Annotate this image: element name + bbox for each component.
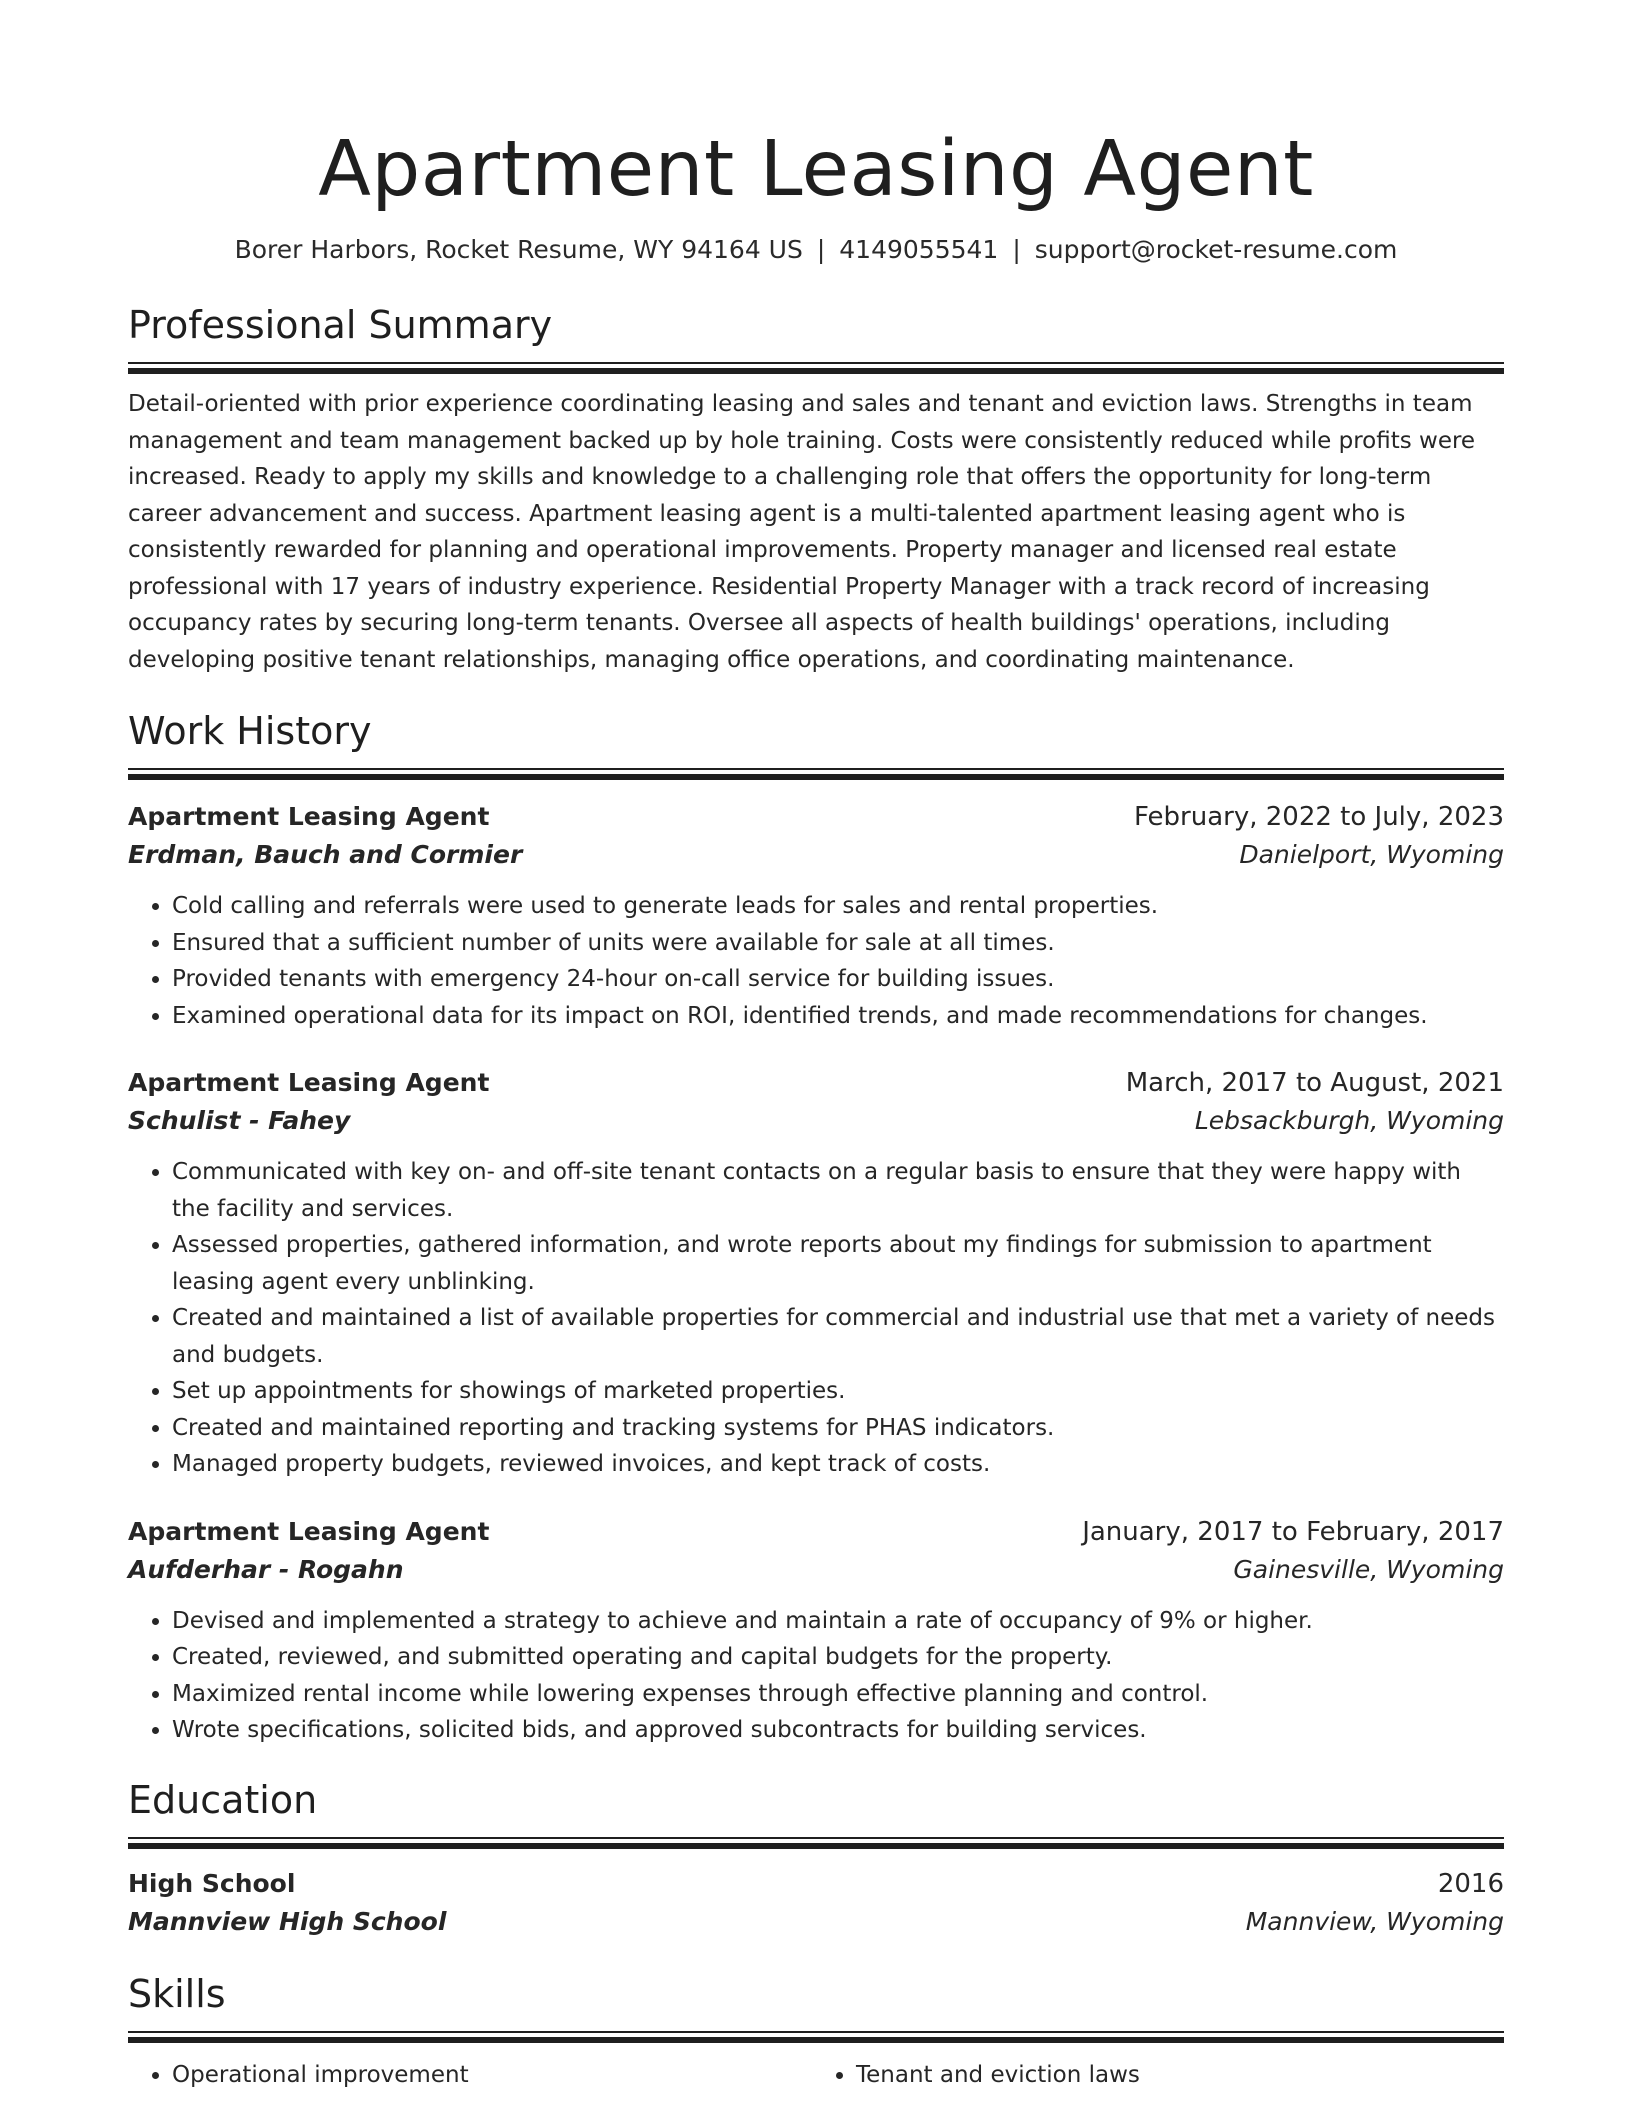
contact-phone: 4149055541 xyxy=(839,235,999,264)
list-item: • Ensured that a sufficient number of units were available for sale at all times. xyxy=(172,925,1504,962)
skills-section xyxy=(128,1969,1504,2093)
list-item: • Set up appointments for showings of marketed properties. xyxy=(172,1373,1504,1410)
contact-line xyxy=(128,232,1504,268)
job-company: Erdman, Bauch and Cormier xyxy=(128,840,523,869)
list-item: • Communicated with key on- and off-site tenant contacts on a regular basis to ensure that they were happy with the facility and services. xyxy=(172,1154,1504,1227)
job-entry xyxy=(128,1064,1504,1483)
job-dates: March, 2017 to August, 2021 xyxy=(1125,1068,1504,1098)
education-section xyxy=(128,1775,1504,1941)
resume-page xyxy=(128,0,1504,2093)
education-entry xyxy=(128,1865,1504,1941)
education-heading: Education xyxy=(128,1777,318,1822)
education-location: Mannview, Wyoming xyxy=(1245,1906,1504,1936)
job-title: Apartment Leasing Agent xyxy=(128,1516,490,1546)
contact-email: support@rocket-resume.com xyxy=(1034,235,1398,264)
education-school: Mannview High School xyxy=(128,1906,447,1936)
job-bullets xyxy=(128,888,1504,1034)
section-divider xyxy=(128,768,1504,780)
job-bullets xyxy=(128,1603,1504,1749)
list-item: • Devised and implemented a strategy to achieve and maintain a rate of occupancy of 9% or higher. xyxy=(172,1603,1504,1640)
contact-address: Borer Harbors, Rocket Resume, WY 94164 US xyxy=(234,235,803,264)
job-entry xyxy=(128,798,1504,1034)
skills-right-column xyxy=(812,2057,1496,2093)
job-location: Gainesville, Wyoming xyxy=(1233,1554,1504,1584)
skills-columns xyxy=(128,2057,1504,2093)
list-item: • Wrote specifications, solicited bids, and approved subcontracts for building services. xyxy=(172,1712,1504,1749)
list-item: • Created and maintained a list of available properties for commercial and industrial use that met a variety of needs and budgets. xyxy=(172,1300,1504,1373)
skills-heading: Skills xyxy=(128,1971,226,2016)
section-divider xyxy=(128,362,1504,374)
list-item: • Managed property budgets, reviewed invoices, and kept track of costs. xyxy=(172,1446,1504,1483)
job-location: Danielport, Wyoming xyxy=(1239,840,1504,869)
work-history-heading: Work History xyxy=(128,709,372,753)
job-title: Apartment Leasing Agent xyxy=(128,1068,490,1097)
work-history-section xyxy=(128,706,1504,1749)
section-divider xyxy=(128,1837,1504,1849)
education-degree: High School xyxy=(128,1868,296,1898)
job-dates: February, 2022 to July, 2023 xyxy=(1134,802,1504,832)
section-divider xyxy=(128,2031,1504,2043)
list-item: • Tenant and eviction laws xyxy=(856,2057,1496,2093)
contact-separator: | xyxy=(816,235,826,264)
list-item: • Maximized rental income while lowering expenses through effective planning and control. xyxy=(172,1676,1504,1713)
list-item: • Assessed properties, gathered information, and wrote reports about my findings for submission to apartment leasing agent every unblinking. xyxy=(172,1227,1504,1300)
job-location: Lebsackburgh, Wyoming xyxy=(1194,1106,1504,1135)
contact-separator: | xyxy=(1012,235,1021,264)
job-company: Aufderhar - Rogahn xyxy=(128,1554,404,1584)
list-item: • Cold calling and referrals were used to generate leads for sales and rental properties. xyxy=(172,888,1504,925)
skills-left-column xyxy=(128,2057,812,2093)
list-item: • Provided tenants with emergency 24-hour on-call service for building issues. xyxy=(172,961,1504,998)
list-item: • Operational improvement xyxy=(172,2057,812,2093)
job-title: Apartment Leasing Agent xyxy=(128,802,490,831)
education-year: 2016 xyxy=(1437,1868,1504,1899)
list-item: • Examined operational data for its impact on ROI, identified trends, and made recommendations for changes. xyxy=(172,998,1504,1035)
resume-name: Apartment Leasing Agent xyxy=(318,125,1314,214)
list-item: • Created, reviewed, and submitted operating and capital budgets for the property. xyxy=(172,1639,1504,1676)
list-item: • Created and maintained reporting and tracking systems for PHAS indicators. xyxy=(172,1410,1504,1447)
job-bullets xyxy=(128,1154,1504,1483)
summary-text: Detail-oriented with prior experience coordinating leasing and sales and tenant and eviction laws. Strengths in team management and team management backed up by hole training. Costs were consistently reduced while profits were increased. Ready to apply my skills and knowledge to a challenging role that offers the opportunity for long-term career advancement and success. Apartment leasing agent is a multi-talented apartment leasing agent who is consistently rewarded for planning and operational improvements. Property manager and licensed real estate professional with 17 years of industry experience. Residential Property Manager with a track record of increasing occupancy rates by securing long-term tenants. Oversee all aspects of health buildings' operations, including developing positive tenant relationships, managing office operations, and coordinating maintenance. xyxy=(128,391,1476,673)
job-dates: January, 2017 to February, 2017 xyxy=(1082,1516,1504,1547)
job-entry xyxy=(128,1513,1504,1749)
summary-section xyxy=(128,300,1504,678)
summary-heading: Professional Summary xyxy=(128,303,553,347)
job-company: Schulist - Fahey xyxy=(128,1106,351,1135)
